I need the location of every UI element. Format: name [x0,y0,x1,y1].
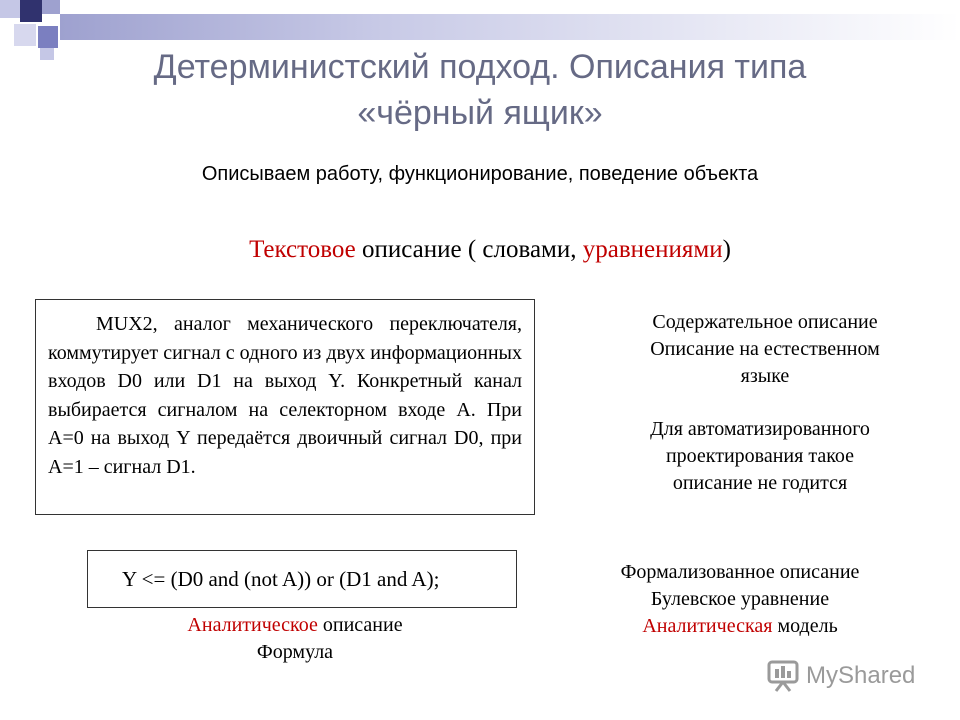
heading-middle: описание ( словами, [355,236,583,263]
formal-description-line-3 [575,613,905,640]
formal-description-line-1: Формализованное описание [620,561,860,583]
content-description-line-3: языке [740,365,790,387]
text-description-heading [160,236,820,264]
cad-note [595,416,925,497]
formal-description-line-2: Булевское уравнение [650,588,830,610]
title-line-2: «чёрный ящик» [357,94,603,132]
myshared-logo [766,658,915,694]
analytic-model-word: Аналитическая [642,615,773,637]
corner-square-light [14,24,36,46]
title-line-1: Детерминистский подход. Описания типа [153,48,807,86]
corner-square-mid [38,26,58,48]
watermark-text: MyShared [806,662,916,689]
heading-close-paren: ) [722,236,731,263]
slide-title [60,44,900,136]
mux-description-text: MUX2, аналог механического переключателя, коммутирует сигнал с одного из двух информационных входов D0 или D1 на выход Y. Конкретный канал выбирается сигналом на селекторном входе A. При A=0 на выход Y передаётся двоичный сигнал D0, при A=1 – сигнал D1. [48,313,522,478]
formal-description [575,559,905,640]
corner-square-dark [20,0,42,22]
content-description [600,309,930,390]
formula-box [87,550,517,608]
mux-description-box [35,299,535,515]
slide-subtitle: Описываем работу, функционирование, поведение объекта [201,163,759,185]
cad-note-line-2: проектирования такое [665,445,855,467]
header-gradient-bar [60,14,960,40]
model-word: модель [772,615,838,637]
content-description-line-1: Содержательное описание [652,311,878,333]
analytic-caption-line-1 [130,612,460,639]
presentation-board-icon [766,659,800,693]
content-description-line-2: Описание на естественном [650,338,880,360]
formula-text: Y <= (D0 and (not A)) or (D1 and A); [122,567,440,591]
analytic-word: Аналитическое [187,614,318,636]
analytic-rest: описание [317,614,403,636]
heading-text-word: Текстовое [249,236,356,263]
cad-note-line-1: Для автоматизированного [650,418,870,440]
corner-square-mid [42,0,60,14]
heading-equations-word: уравнениями [582,236,723,263]
analytic-caption [130,612,460,666]
analytic-caption-line-2: Формула [256,641,334,663]
cad-note-line-3: описание не годится [672,472,848,494]
corner-square-light [40,48,54,60]
corner-square-light [0,0,20,18]
